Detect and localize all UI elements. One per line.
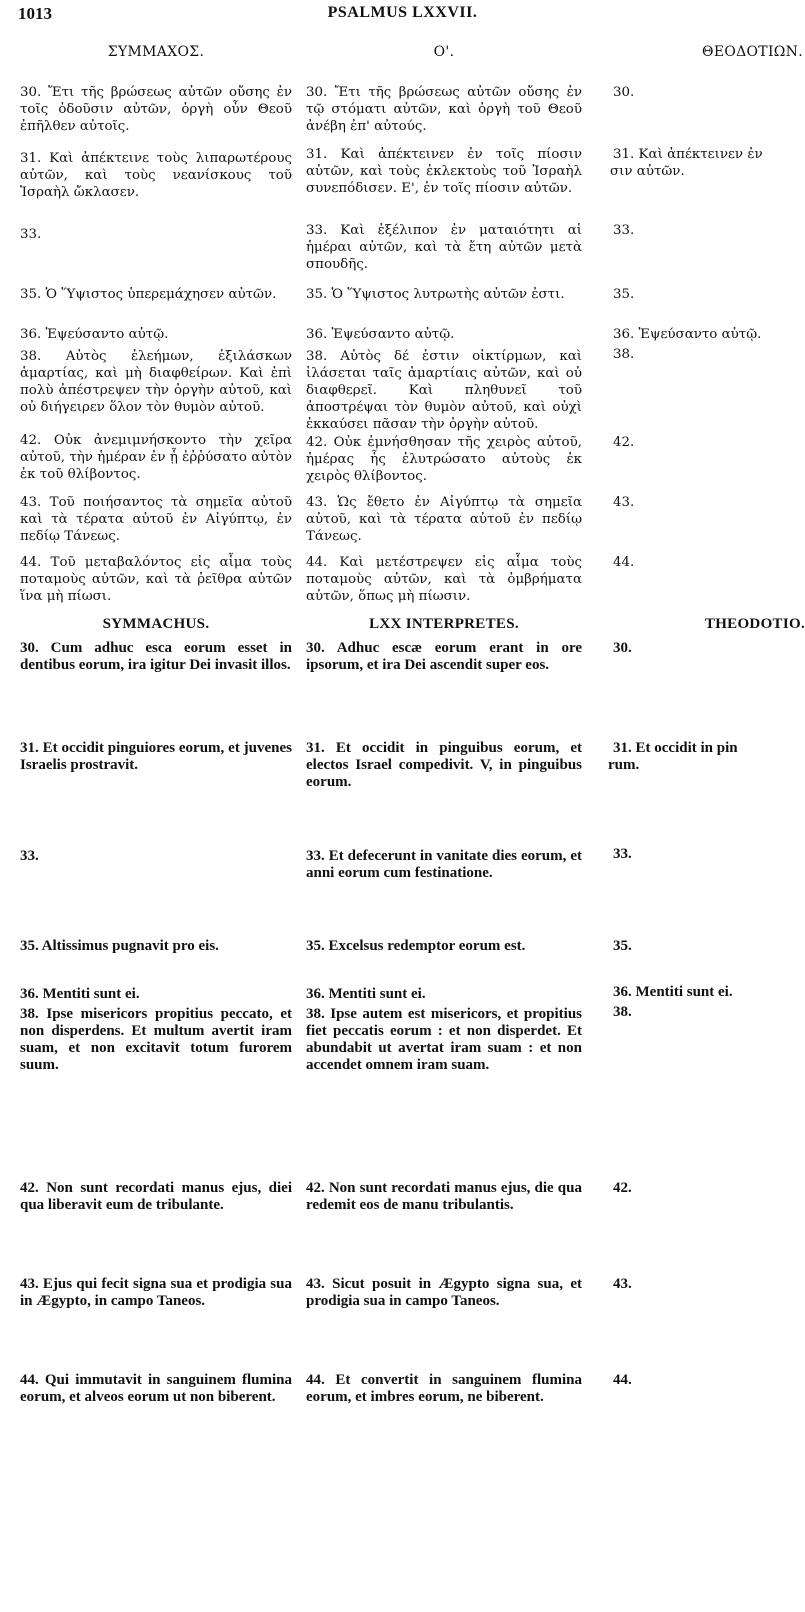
- greek-theodotion-verse-44: 44.: [613, 555, 635, 570]
- greek-theodotion-heading: ΘΕΟΔΟΤΙΩΝ.: [702, 44, 803, 60]
- greek-symmachus-verse-36: 36. Ἐψεύσαντο αὐτῷ.: [20, 327, 169, 342]
- greek-theodotion-verse-31: 31. Καὶ ἀπέκτεινεν ἐν: [613, 147, 763, 162]
- latin-lxx-verse-38: 38. Ipse autem est misericors, et propitius fiet peccatis eorum : et non disperdet. Et abundabit ut avertat iram suam : et non accendet omnem iram suam.: [306, 1006, 582, 1073]
- latin-theodotion-heading: THEODOTIO.: [704, 616, 805, 632]
- latin-symmachus-verse-31: 31. Et occidit pinguiores eorum, et juvenes Israelis prostravit.: [20, 740, 292, 773]
- greek-symmachus-verse-31: 31. Καὶ ἀπέκτεινε τοὺς λιπαρωτέρους αὐτῶν, καὶ τοὺς νεανίσκους τοῦ Ἰσραὴλ ὤκλασεν.: [20, 151, 292, 200]
- latin-lxx-verse-36: 36. Mentiti sunt ei.: [306, 986, 426, 1002]
- latin-symmachus-verse-42: 42. Non sunt recordati manus ejus, diei qua liberavit eum de tribulante.: [20, 1180, 292, 1213]
- greek-theodotion-verse-36: 36. Ἐψεύσαντο αὐτῷ.: [613, 327, 762, 342]
- greek-symmachus-verse-43: 43. Τοῦ ποιήσαντος τὰ σημεῖα αὐτοῦ καὶ τὰ τέρατα αὐτοῦ ἐν Αἰγύπτῳ, ἐν πεδίῳ Τάνεως.: [20, 495, 292, 544]
- latin-lxx-verse-30: 30. Adhuc escæ eorum erant in ore ipsorum, et ira Dei ascendit super eos.: [306, 640, 582, 673]
- latin-theodotion-verse-33: 33.: [613, 846, 632, 862]
- latin-theodotion-verse-38: 38.: [613, 1004, 632, 1020]
- latin-lxx-verse-31: 31. Et occidit in pinguibus eorum, et electos Israel compedivit. V, in pinguibus eorum.: [306, 740, 582, 790]
- greek-theodotion-verse-33: 33.: [613, 223, 635, 238]
- greek-symmachus-verse-38: 38. Αὐτὸς ἐλεήμων, ἐξιλάσκων ἁμαρτίας, καὶ μὴ διαφθείρων. Καὶ ἐπὶ πολὺ ἀπέστρεψεν τὴν ὀργὴν αὐτοῦ, καὶ οὐ διήγειρεν ὅλον τὸν θυμὸν αὐτοῦ.: [20, 349, 292, 415]
- greek-lxx-verse-30: 30. Ἔτι τῆς βρώσεως αὐτῶν οὔσης ἐν τῷ στόματι αὐτῶν, καὶ ὀργὴ τοῦ Θεοῦ ἀνέβη ἐπ' αὐτούς.: [306, 85, 582, 134]
- greek-lxx-verse-43: 43. Ὡς ἔθετο ἐν Αἰγύπτῳ τὰ σημεῖα αὐτοῦ, καὶ τὰ τέρατα αὐτοῦ ἐν πεδίῳ Τάνεως.: [306, 495, 582, 544]
- greek-symmachus-verse-44: 44. Τοῦ μεταβαλόντος εἰς αἷμα τοὺς ποταμοὺς αὐτῶν, καὶ τὰ ῥεῖθρα αὐτῶν ἵνα μὴ πίωσι.: [20, 555, 292, 604]
- latin-theodotion-verse-35: 35.: [613, 938, 632, 954]
- latin-symmachus-verse-43: 43. Ejus qui fecit signa sua et prodigia sua in Ægypto, in campo Taneos.: [20, 1276, 292, 1309]
- greek-lxx-verse-38: 38. Αὐτὸς δέ ἐστιν οἰκτίρμων, καὶ ἱλάσεται ταῖς ἁμαρτίαις αὐτῶν, καὶ οὐ διαφθερεῖ. Καὶ πληθυνεῖ τοῦ ἀποστρέψαι τὸν θυμὸν αὐτοῦ, καὶ οὐχὶ ἐκκαύσει πᾶσαν τὴν ὀργὴν αὐτοῦ.: [306, 349, 582, 432]
- latin-lxx-verse-35: 35. Excelsus redemptor eorum est.: [306, 938, 526, 954]
- latin-theodotion-verse-30: 30.: [613, 640, 632, 656]
- greek-lxx-verse-35: 35. Ὁ Ὕψιστος λυτρωτὴς αὐτῶν ἐστι.: [306, 287, 565, 302]
- latin-theodotion-verse-31-cont: rum.: [608, 757, 640, 773]
- latin-theodotion-verse-31: 31. Et occidit in pin: [613, 740, 738, 756]
- page-title: PSALMUS LXXVII.: [327, 4, 478, 21]
- greek-symmachus-verse-33: 33.: [20, 227, 42, 242]
- greek-theodotion-verse-31-cont: σιν αὐτῶν.: [610, 164, 685, 179]
- latin-theodotion-verse-44: 44.: [613, 1372, 632, 1388]
- greek-symmachus-heading: ΣΥΜΜΑΧΟΣ.: [107, 44, 205, 60]
- latin-symmachus-verse-36: 36. Mentiti sunt ei.: [20, 986, 140, 1002]
- greek-theodotion-verse-38: 38.: [613, 347, 635, 362]
- latin-lxx-heading: LXX INTERPRETES.: [369, 616, 519, 632]
- latin-symmachus-verse-44: 44. Qui immutavit in sanguinem flumina eorum, et alveos eorum ut non biberent.: [20, 1372, 292, 1405]
- greek-lxx-verse-42: 42. Οὐκ ἐμνήσθησαν τῆς χειρὸς αὐτοῦ, ἡμέρας ἧς ἐλυτρώσατο αὐτοὺς ἐκ χειρὸς θλίβοντος.: [306, 435, 582, 484]
- greek-symmachus-verse-42: 42. Οὐκ ἀνεμιμνήσκοντο τὴν χεῖρα αὐτοῦ, τὴν ἡμέραν ἐν ᾗ ἐῤῥύσατο αὐτὸν ἐκ τοῦ θλίβοντος.: [20, 433, 292, 482]
- latin-lxx-verse-44: 44. Et convertit in sanguinem flumina eorum, et imbres eorum, ne biberent.: [306, 1372, 582, 1405]
- greek-symmachus-verse-30: 30. Ἔτι τῆς βρώσεως αὐτῶν οὔσης ἐν τοῖς ὀδοῦσιν αὐτῶν, ὀργὴ οὖν Θεοῦ ἐπῆλθεν αὐτοῖς.: [20, 85, 292, 134]
- greek-lxx-verse-31: 31. Καὶ ἀπέκτεινεν ἐν τοῖς πίοσιν αὐτῶν, καὶ τοὺς ἐκλεκτοὺς τοῦ Ἰσραὴλ συνεπόδισεν. Ε', ἐν τοῖς πίοσιν αὐτῶν.: [306, 147, 582, 196]
- greek-lxx-verse-33: 33. Καὶ ἐξέλιπον ἐν ματαιότητι αἱ ἡμέραι αὐτῶν, καὶ τὰ ἔτη αὐτῶν μετὰ σπουδῆς.: [306, 223, 582, 272]
- greek-theodotion-verse-43: 43.: [613, 495, 635, 510]
- greek-symmachus-verse-35: 35. Ὁ Ὕψιστος ὑπερεμάχησεν αὐτῶν.: [20, 287, 277, 302]
- latin-symmachus-verse-35: 35. Altissimus pugnavit pro eis.: [20, 938, 219, 954]
- latin-lxx-verse-33: 33. Et defecerunt in vanitate dies eorum, et anni eorum cum festinatione.: [306, 848, 582, 881]
- page-number: 1013: [18, 4, 52, 23]
- latin-symmachus-heading: SYMMACHUS.: [102, 616, 210, 632]
- latin-symmachus-verse-33: 33.: [20, 848, 39, 864]
- latin-symmachus-verse-30: 30. Cum adhuc esca eorum esset in dentibus eorum, ira igitur Dei invasit illos.: [20, 640, 292, 673]
- latin-lxx-verse-42: 42. Non sunt recordati manus ejus, die qua redemit eos de manu tribulantis.: [306, 1180, 582, 1213]
- greek-theodotion-verse-42: 42.: [613, 435, 635, 450]
- greek-theodotion-verse-30: 30.: [613, 85, 635, 100]
- greek-lxx-verse-44: 44. Καὶ μετέστρεψεν εἰς αἷμα τοὺς ποταμοὺς αὐτῶν, καὶ τὰ ὀμβρήματα αὐτῶν, ὅπως μὴ πίωσιν.: [306, 555, 582, 604]
- greek-lxx-heading: Ο'.: [433, 44, 455, 60]
- latin-theodotion-verse-36: 36. Mentiti sunt ei.: [613, 984, 733, 1000]
- latin-symmachus-verse-38: 38. Ipse misericors propitius peccato, et non disperdens. Et multum avertit iram suam, et non excitavit totum furorem suum.: [20, 1006, 292, 1073]
- latin-theodotion-verse-43: 43.: [613, 1276, 632, 1292]
- latin-lxx-verse-43: 43. Sicut posuit in Ægypto signa sua, et prodigia sua in campo Taneos.: [306, 1276, 582, 1309]
- greek-theodotion-verse-35: 35.: [613, 287, 635, 302]
- latin-theodotion-verse-42: 42.: [613, 1180, 632, 1196]
- greek-lxx-verse-36: 36. Ἐψεύσαντο αὐτῷ.: [306, 327, 455, 342]
